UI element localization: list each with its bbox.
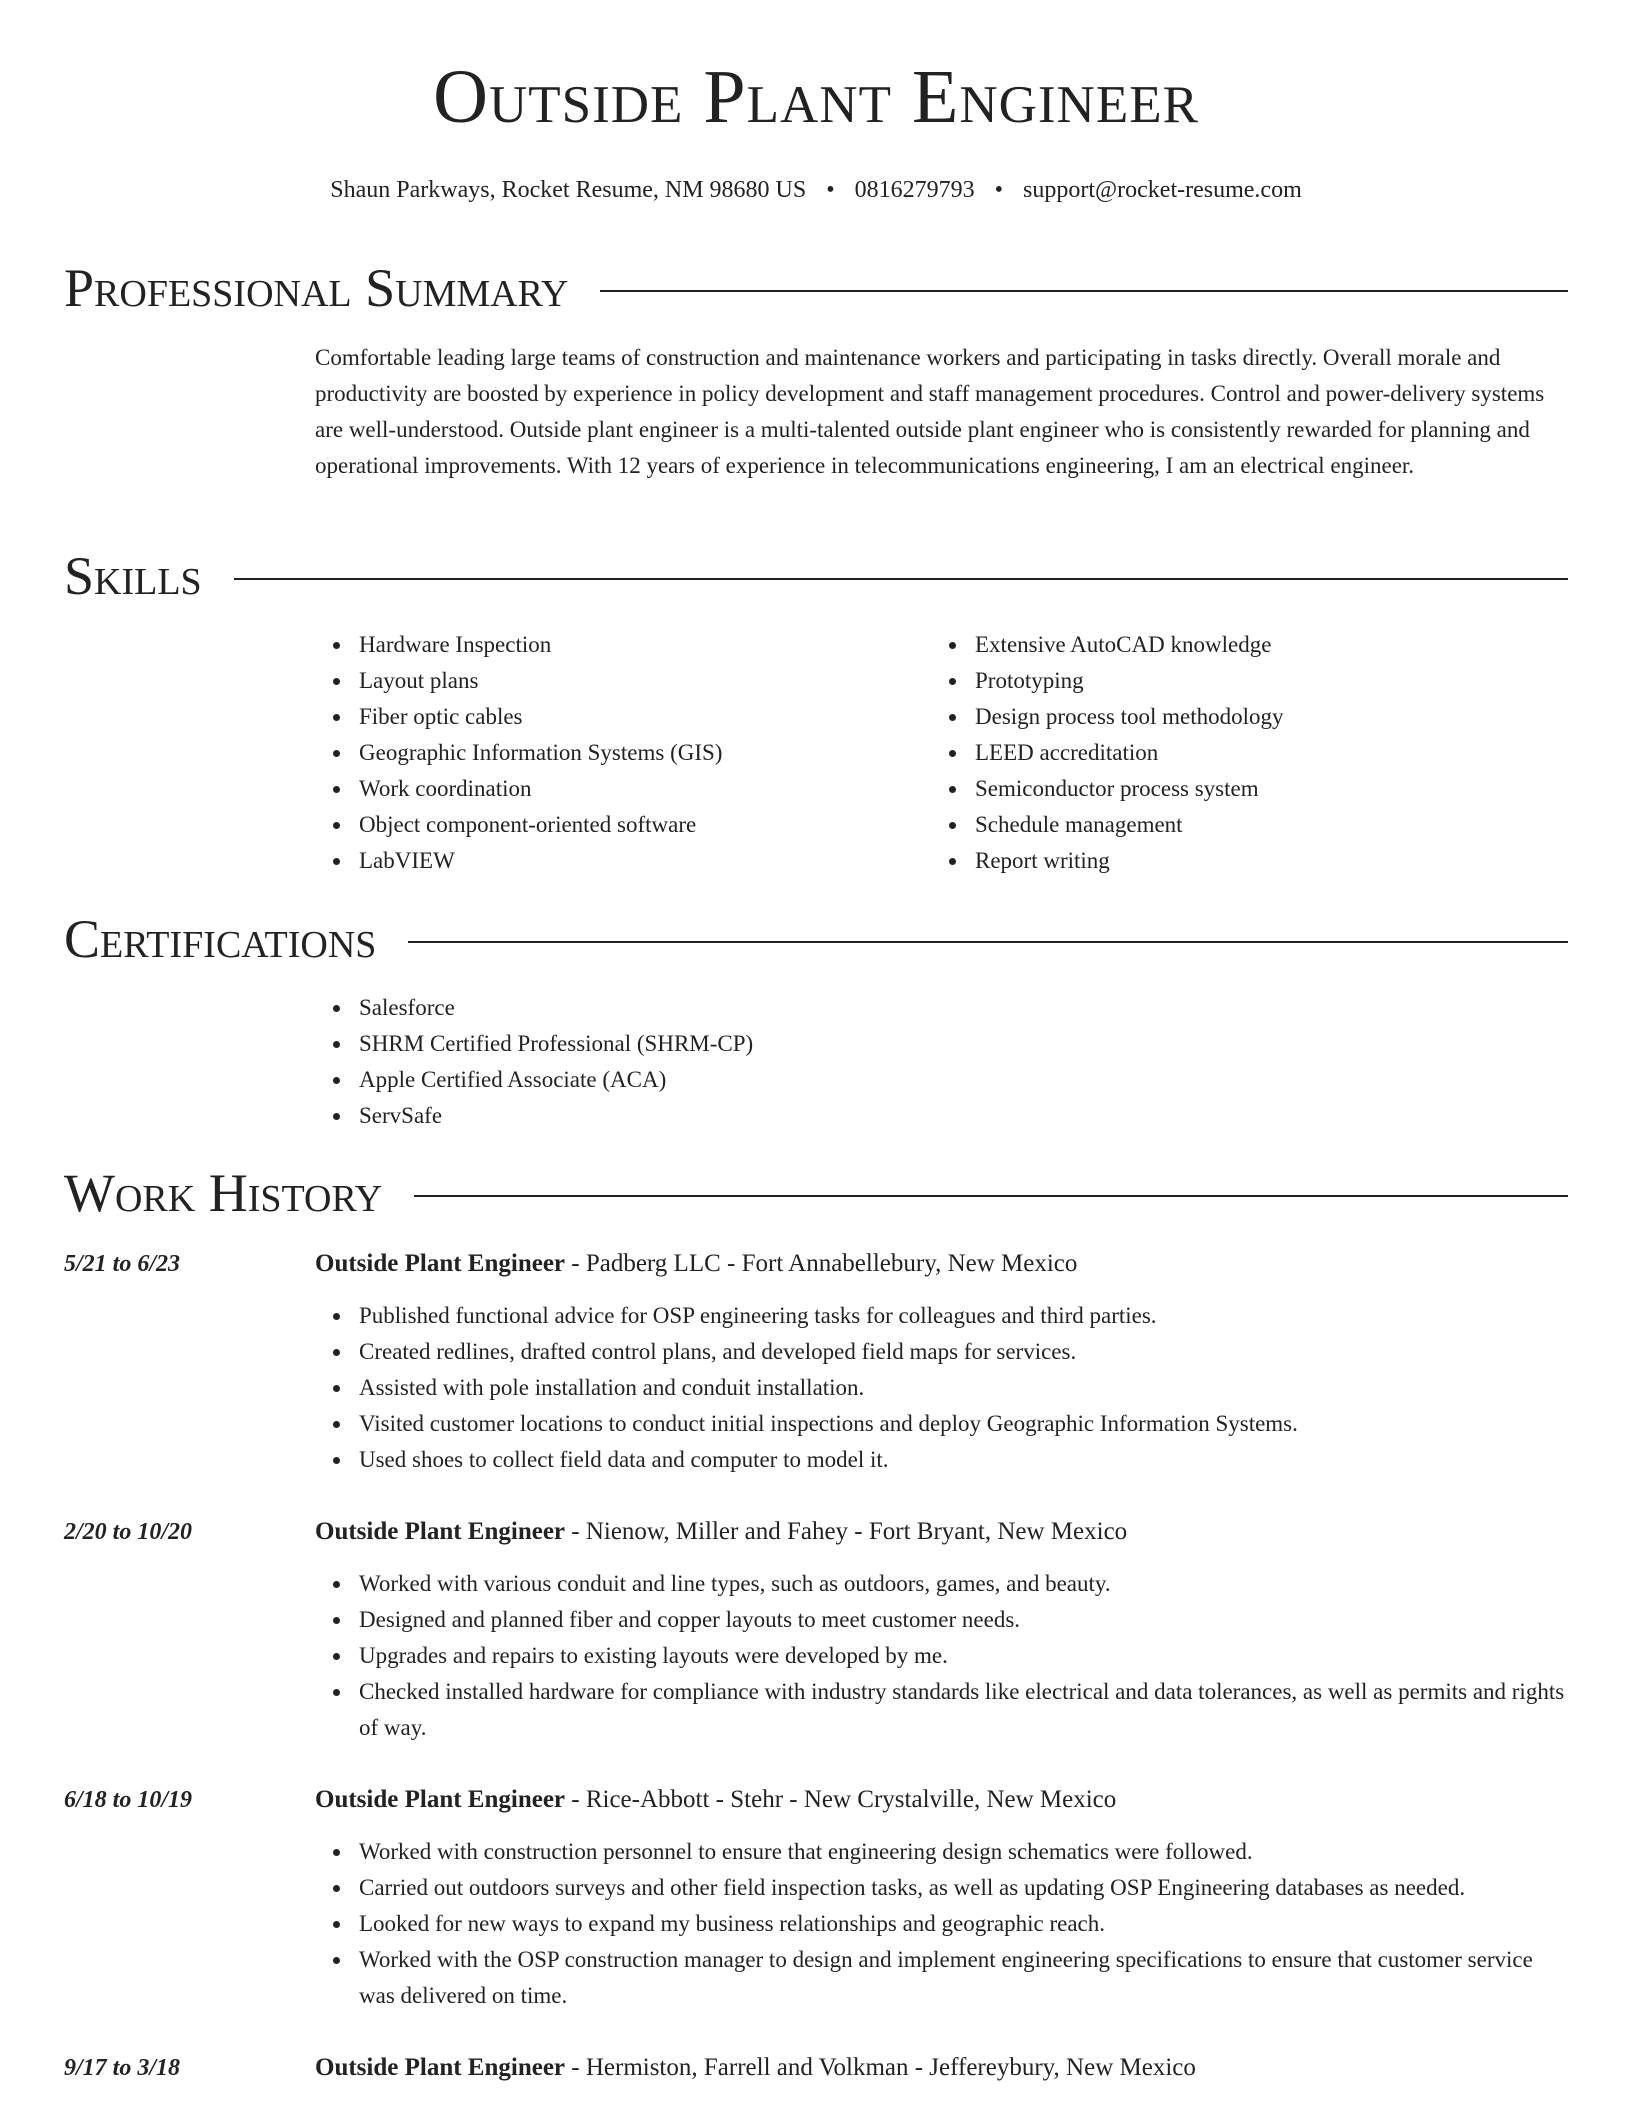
job-dates: 6/18 to 10/19 [64, 1787, 193, 1813]
list-item: Geographic Information Systems (GIS) [359, 735, 915, 771]
list-item: Prototyping [975, 663, 1531, 699]
list-item: Layout plans [359, 663, 915, 699]
list-item: Schedule management [975, 807, 1531, 843]
job-employer: - Rice-Abbott - Stehr - New Crystalville, New Mexico [565, 1786, 1117, 1813]
job-title: Outside Plant Engineer [315, 2054, 566, 2081]
list-item: ServSafe [359, 1098, 1215, 1134]
certifications-section-header [64, 909, 1568, 969]
list-item: Work coordination [359, 771, 915, 807]
summary-heading: Professional Summary [64, 258, 569, 318]
contact-email: support@rocket-resume.com [1023, 177, 1302, 203]
list-item: Design process tool methodology [975, 699, 1531, 735]
skills-right-list [931, 627, 1531, 879]
job-heading [315, 2050, 1196, 2086]
job-bullet-list [315, 1298, 1568, 1478]
job-bullet: Published functional advice for OSP engineering tasks for colleagues and third parties. [359, 1298, 1568, 1334]
skills-left-list [315, 627, 915, 879]
certifications-block [315, 990, 1215, 1134]
summary-text: Comfortable leading large teams of construction and maintenance workers and participating in tasks directly. Overall morale and productivity are boosted by experience in policy development and staff management procedures. Control and power-delivery systems are well-understood. Outside plant engineer is a multi-talented outside plant engineer who is consistently rewarded for planning and operational improvements. With 12 years of experience in telecommunications engineering, I am an electrical engineer. [315, 345, 1545, 478]
contact-address: Shaun Parkways, Rocket Resume, NM 98680 US [330, 177, 807, 203]
summary-section-header [64, 258, 1568, 318]
list-item: LabVIEW [359, 843, 915, 879]
job-bullets [315, 1566, 1568, 1746]
skills-right-column [931, 627, 1531, 879]
job-heading [315, 1514, 1127, 1550]
job-bullet-list [315, 1834, 1568, 2014]
job-bullet: Worked with the OSP construction manager to design and implement engineering specifications to ensure that customer service was delivered on time. [359, 1942, 1568, 2014]
contact-phone: 0816279793 [854, 177, 975, 203]
job-title: Outside Plant Engineer [315, 1786, 566, 1813]
job-bullet: Visited customer locations to conduct initial inspections and deploy Geographic Information Systems. [359, 1406, 1568, 1442]
resume-name: Outside Plant Engineer [433, 55, 1199, 139]
list-item: SHRM Certified Professional (SHRM-CP) [359, 1026, 1215, 1062]
contact-separator: • [994, 177, 1004, 203]
job-dates: 2/20 to 10/20 [64, 1519, 193, 1545]
list-item: Report writing [975, 843, 1531, 879]
list-item: Extensive AutoCAD knowledge [975, 627, 1531, 663]
list-item: Apple Certified Associate (ACA) [359, 1062, 1215, 1098]
job-bullet-list [315, 1566, 1568, 1746]
job-bullets [315, 1834, 1568, 2014]
job-title: Outside Plant Engineer [315, 1518, 566, 1545]
job-bullet: Looked for new ways to expand my business relationships and geographic reach. [359, 1906, 1568, 1942]
work-heading: Work History [64, 1163, 383, 1223]
job-heading [315, 1782, 1116, 1818]
contact-line [0, 175, 1632, 206]
job-bullet: Used shoes to collect field data and computer to model it. [359, 1442, 1568, 1478]
list-item: LEED accreditation [975, 735, 1531, 771]
list-item: Salesforce [359, 990, 1215, 1026]
skills-section-header [64, 546, 1568, 606]
list-item: Hardware Inspection [359, 627, 915, 663]
section-divider [600, 290, 1568, 292]
job-dates: 5/21 to 6/23 [64, 1251, 181, 1277]
job-bullet: Worked with construction personnel to ensure that engineering design schematics were followed. [359, 1834, 1568, 1870]
job-title: Outside Plant Engineer [315, 1250, 566, 1277]
job-bullet: Created redlines, drafted control plans, and developed field maps for services. [359, 1334, 1568, 1370]
list-item: Fiber optic cables [359, 699, 915, 735]
contact-separator: • [826, 177, 835, 203]
job-heading [315, 1246, 1077, 1282]
skills-heading: Skills [64, 546, 202, 606]
job-bullet: Upgrades and repairs to existing layouts were developed by me. [359, 1638, 1568, 1674]
job-employer: - Nienow, Miller and Fahey - Fort Bryant, New Mexico [565, 1518, 1128, 1545]
job-employer: - Hermiston, Farrell and Volkman - Jeffereybury, New Mexico [565, 2054, 1196, 2081]
job-bullet: Designed and planned fiber and copper layouts to meet customer needs. [359, 1602, 1568, 1638]
job-bullet: Carried out outdoors surveys and other field inspection tasks, as well as updating OSP Engineering databases as needed. [359, 1870, 1568, 1906]
work-section-header [64, 1163, 1568, 1223]
job-bullet: Assisted with pole installation and conduit installation. [359, 1370, 1568, 1406]
certifications-list [315, 990, 1215, 1134]
section-divider [234, 578, 1568, 580]
list-item: Object component-oriented software [359, 807, 915, 843]
certifications-heading: Certifications [64, 909, 377, 969]
list-item: Semiconductor process system [975, 771, 1531, 807]
job-bullets [315, 1298, 1568, 1478]
section-divider [414, 1195, 1568, 1197]
job-bullet: Worked with various conduit and line types, such as outdoors, games, and beauty. [359, 1566, 1568, 1602]
job-bullet: Checked installed hardware for compliance with industry standards like electrical and data tolerances, as well as permits and rights of way. [359, 1674, 1568, 1746]
job-dates: 9/17 to 3/18 [64, 2055, 181, 2081]
section-divider [408, 941, 1568, 943]
job-employer: - Padberg LLC - Fort Annabellebury, New Mexico [565, 1250, 1078, 1277]
skills-left-column [315, 627, 915, 879]
